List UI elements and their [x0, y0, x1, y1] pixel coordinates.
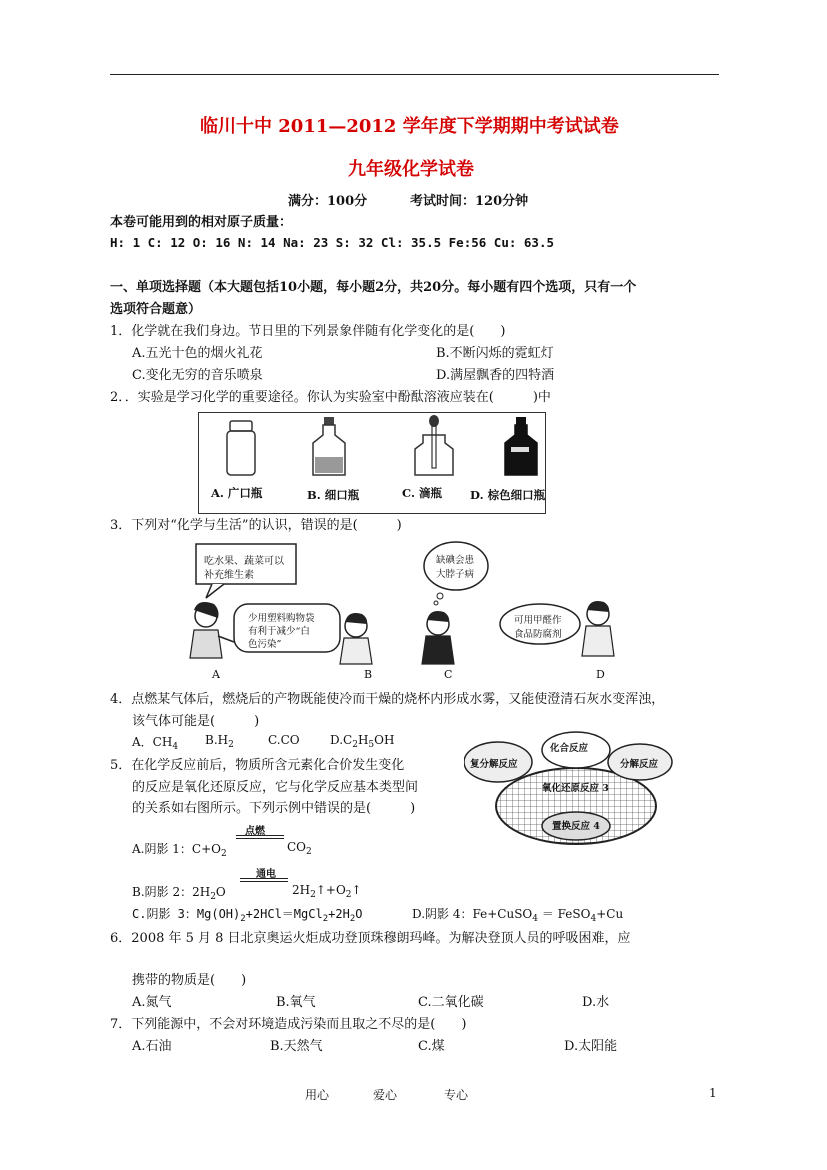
question-6-option-b: B.氧气	[276, 995, 316, 1010]
question-7-option-d: D.太阳能	[564, 1039, 618, 1054]
question-5-option-a: A.阴影 1：$C+O_2$	[132, 842, 227, 859]
question-5-option-b: B.阴影 2：$2H_2O$	[132, 885, 226, 902]
figure-letter-a: A	[212, 668, 220, 681]
question-1-stem: 1．化学就在我们身边。节日里的下列景象伴随有化学变化的是( )	[110, 324, 506, 339]
equation-bar-a-bottom	[236, 838, 284, 839]
bottle-label-b: B. 细口瓶	[307, 488, 360, 502]
bubble-b-line3: 色污染”	[248, 639, 282, 650]
question-7-option-c: C.煤	[418, 1039, 445, 1054]
bottles-figure	[198, 412, 546, 514]
question-6-stem-line1: 6．2008 年 5 月 8 日北京奥运火炬成功登顶珠穆朗玛峰。为解决登顶人员的呼吸困难，应	[110, 931, 631, 946]
question-4-option-b: $B.H_2$	[205, 733, 234, 750]
brown-bottle-icon	[505, 417, 537, 475]
question-5-stem-line2: 的反应是氧化还原反应，它与化学反应基本类型间	[132, 780, 419, 795]
question-4-option-a: A．$CH_4$	[132, 735, 179, 752]
question-1-option-d: D.满屋飘香的四特酒	[436, 368, 555, 383]
question-1-option-b: B.不断闪烁的霓虹灯	[436, 346, 554, 361]
question-7-stem: 7．下列能源中，不会对环境造成污染而且取之不尽的是( )	[110, 1017, 467, 1032]
figure-letter-c: C	[444, 668, 453, 681]
bottle-label-c: C. 滴瓶	[402, 486, 442, 500]
equation-bar-b-bottom	[240, 881, 288, 882]
atomic-mass-heading: 本卷可能用到的相对原子质量：	[110, 215, 293, 230]
figure-letter-d: D	[596, 668, 605, 681]
full-score: 满分：100分	[288, 194, 368, 209]
bottle-label-d: D. 棕色细口瓶	[470, 488, 546, 502]
equation-bar-a-top	[236, 835, 284, 836]
figure-letter-b: B	[364, 668, 373, 681]
question-4-option-d: $D.C_2H_5OH$	[330, 733, 395, 750]
bubble-c-line2: 大脖子病	[436, 569, 475, 580]
bubble-d-line2: 食品防腐剂	[514, 629, 562, 640]
exam-time: 考试时间：120分钟	[410, 194, 529, 209]
question-7-option-b: B.天然气	[270, 1039, 323, 1054]
dropper-bottle-icon	[415, 415, 453, 475]
narrow-mouth-bottle-icon	[313, 417, 345, 475]
equation-bar-b-top	[240, 878, 288, 879]
diagram-label-double-decomposition: 复分解反应	[470, 759, 518, 770]
question-6-stem-line2: 携带的物质是( )	[132, 973, 247, 988]
wide-mouth-bottle-icon	[227, 421, 255, 475]
question-6-option-a: A.氮气	[132, 995, 172, 1010]
bubble-c-line1: 缺碘会患	[436, 555, 475, 566]
condition-electrolysis: 通电	[256, 869, 276, 880]
atomic-mass-list: H: 1 C: 12 O: 16 N: 14 Na: 23 S: 32 Cl: 35.5 Fe:56 Cu: 63.5	[110, 235, 555, 250]
footer-motto-2: 爱心	[373, 1088, 398, 1102]
page-subtitle: 九年级化学试卷	[348, 159, 474, 180]
question-4-option-c: C.CO	[268, 733, 300, 747]
bubble-d-line1: 可用甲醛作	[514, 615, 562, 626]
diagram-label-decomposition: 分解反应	[620, 759, 659, 770]
bubble-b-line2: 有利于减少“白	[248, 626, 310, 637]
section-heading-line1: 一、单项选择题（本大题包括10小题，每小题2分，共20分。每小题有四个选项，只有一个	[110, 280, 637, 295]
bubble-a-line1: 吃水果、蔬菜可以	[204, 556, 284, 567]
footer-motto-1: 用心	[305, 1088, 330, 1102]
question-5-option-d: D.阴影 4：Fe+CuSO$_4$ ＝ FeSO$_4$+Cu	[412, 907, 624, 924]
diagram-label-combination: 化合反应	[550, 743, 589, 754]
bubble-b-line1: 少用塑料购物袋	[248, 613, 315, 624]
bubble-a-line2: 补充维生素	[204, 570, 254, 581]
question-5-option-c: C.阴影 3：$Mg(OH)_2+2HCl=MgCl_2+2H_2O$	[132, 907, 363, 924]
condition-ignite: 点燃	[245, 826, 265, 837]
question-3-stem: 3．下列对“化学与生活”的认识，错误的是( )	[110, 518, 402, 533]
question-6-option-d: D.水	[582, 995, 610, 1010]
section-heading-line2: 选项符合题意）	[110, 302, 202, 317]
page-number: 1	[709, 1086, 717, 1100]
header-rule	[110, 74, 719, 75]
bottle-label-a: A. 广口瓶	[211, 486, 263, 500]
question-1-option-a: A.五光十色的烟火礼花	[132, 346, 263, 361]
diagram-label-displacement: 置换反应 4	[552, 821, 600, 832]
question-1-option-c: C.变化无穷的音乐喷泉	[132, 368, 263, 383]
question-2-stem: 2．．实验是学习化学的重要途径。你认为实验室中酚酞溶液应装在( )中	[110, 390, 551, 405]
footer-motto-3: 专心	[444, 1088, 469, 1102]
question-5-option-b-products: $2H_2↑+O_2↑$	[292, 883, 362, 900]
reaction-types-diagram	[464, 728, 674, 848]
page-title: 临川十中 2011—2012 学年度下学期期中考试试卷	[200, 116, 619, 137]
question-5-option-a-product: $CO_2$	[287, 840, 312, 857]
question-7-option-a: A.石油	[132, 1039, 172, 1054]
chem-life-figure	[178, 540, 628, 685]
question-4-stem-line1: 4．点燃某气体后，燃烧后的产物既能使冷而干燥的烧杯内形成水雾，又能使澄清石灰水变浑浊，	[110, 692, 665, 707]
diagram-label-redox: 氧化还原反应 3	[542, 783, 609, 794]
question-4-stem-line2: 该气体可能是( )	[132, 714, 260, 729]
question-5-stem-line3: 的关系如右图所示。下列示例中错误的是( )	[132, 801, 416, 816]
question-5-stem-line1: 5．在化学反应前后，物质所含元素化合价发生变化	[110, 758, 405, 773]
question-6-option-c: C.二氧化碳	[418, 995, 484, 1010]
